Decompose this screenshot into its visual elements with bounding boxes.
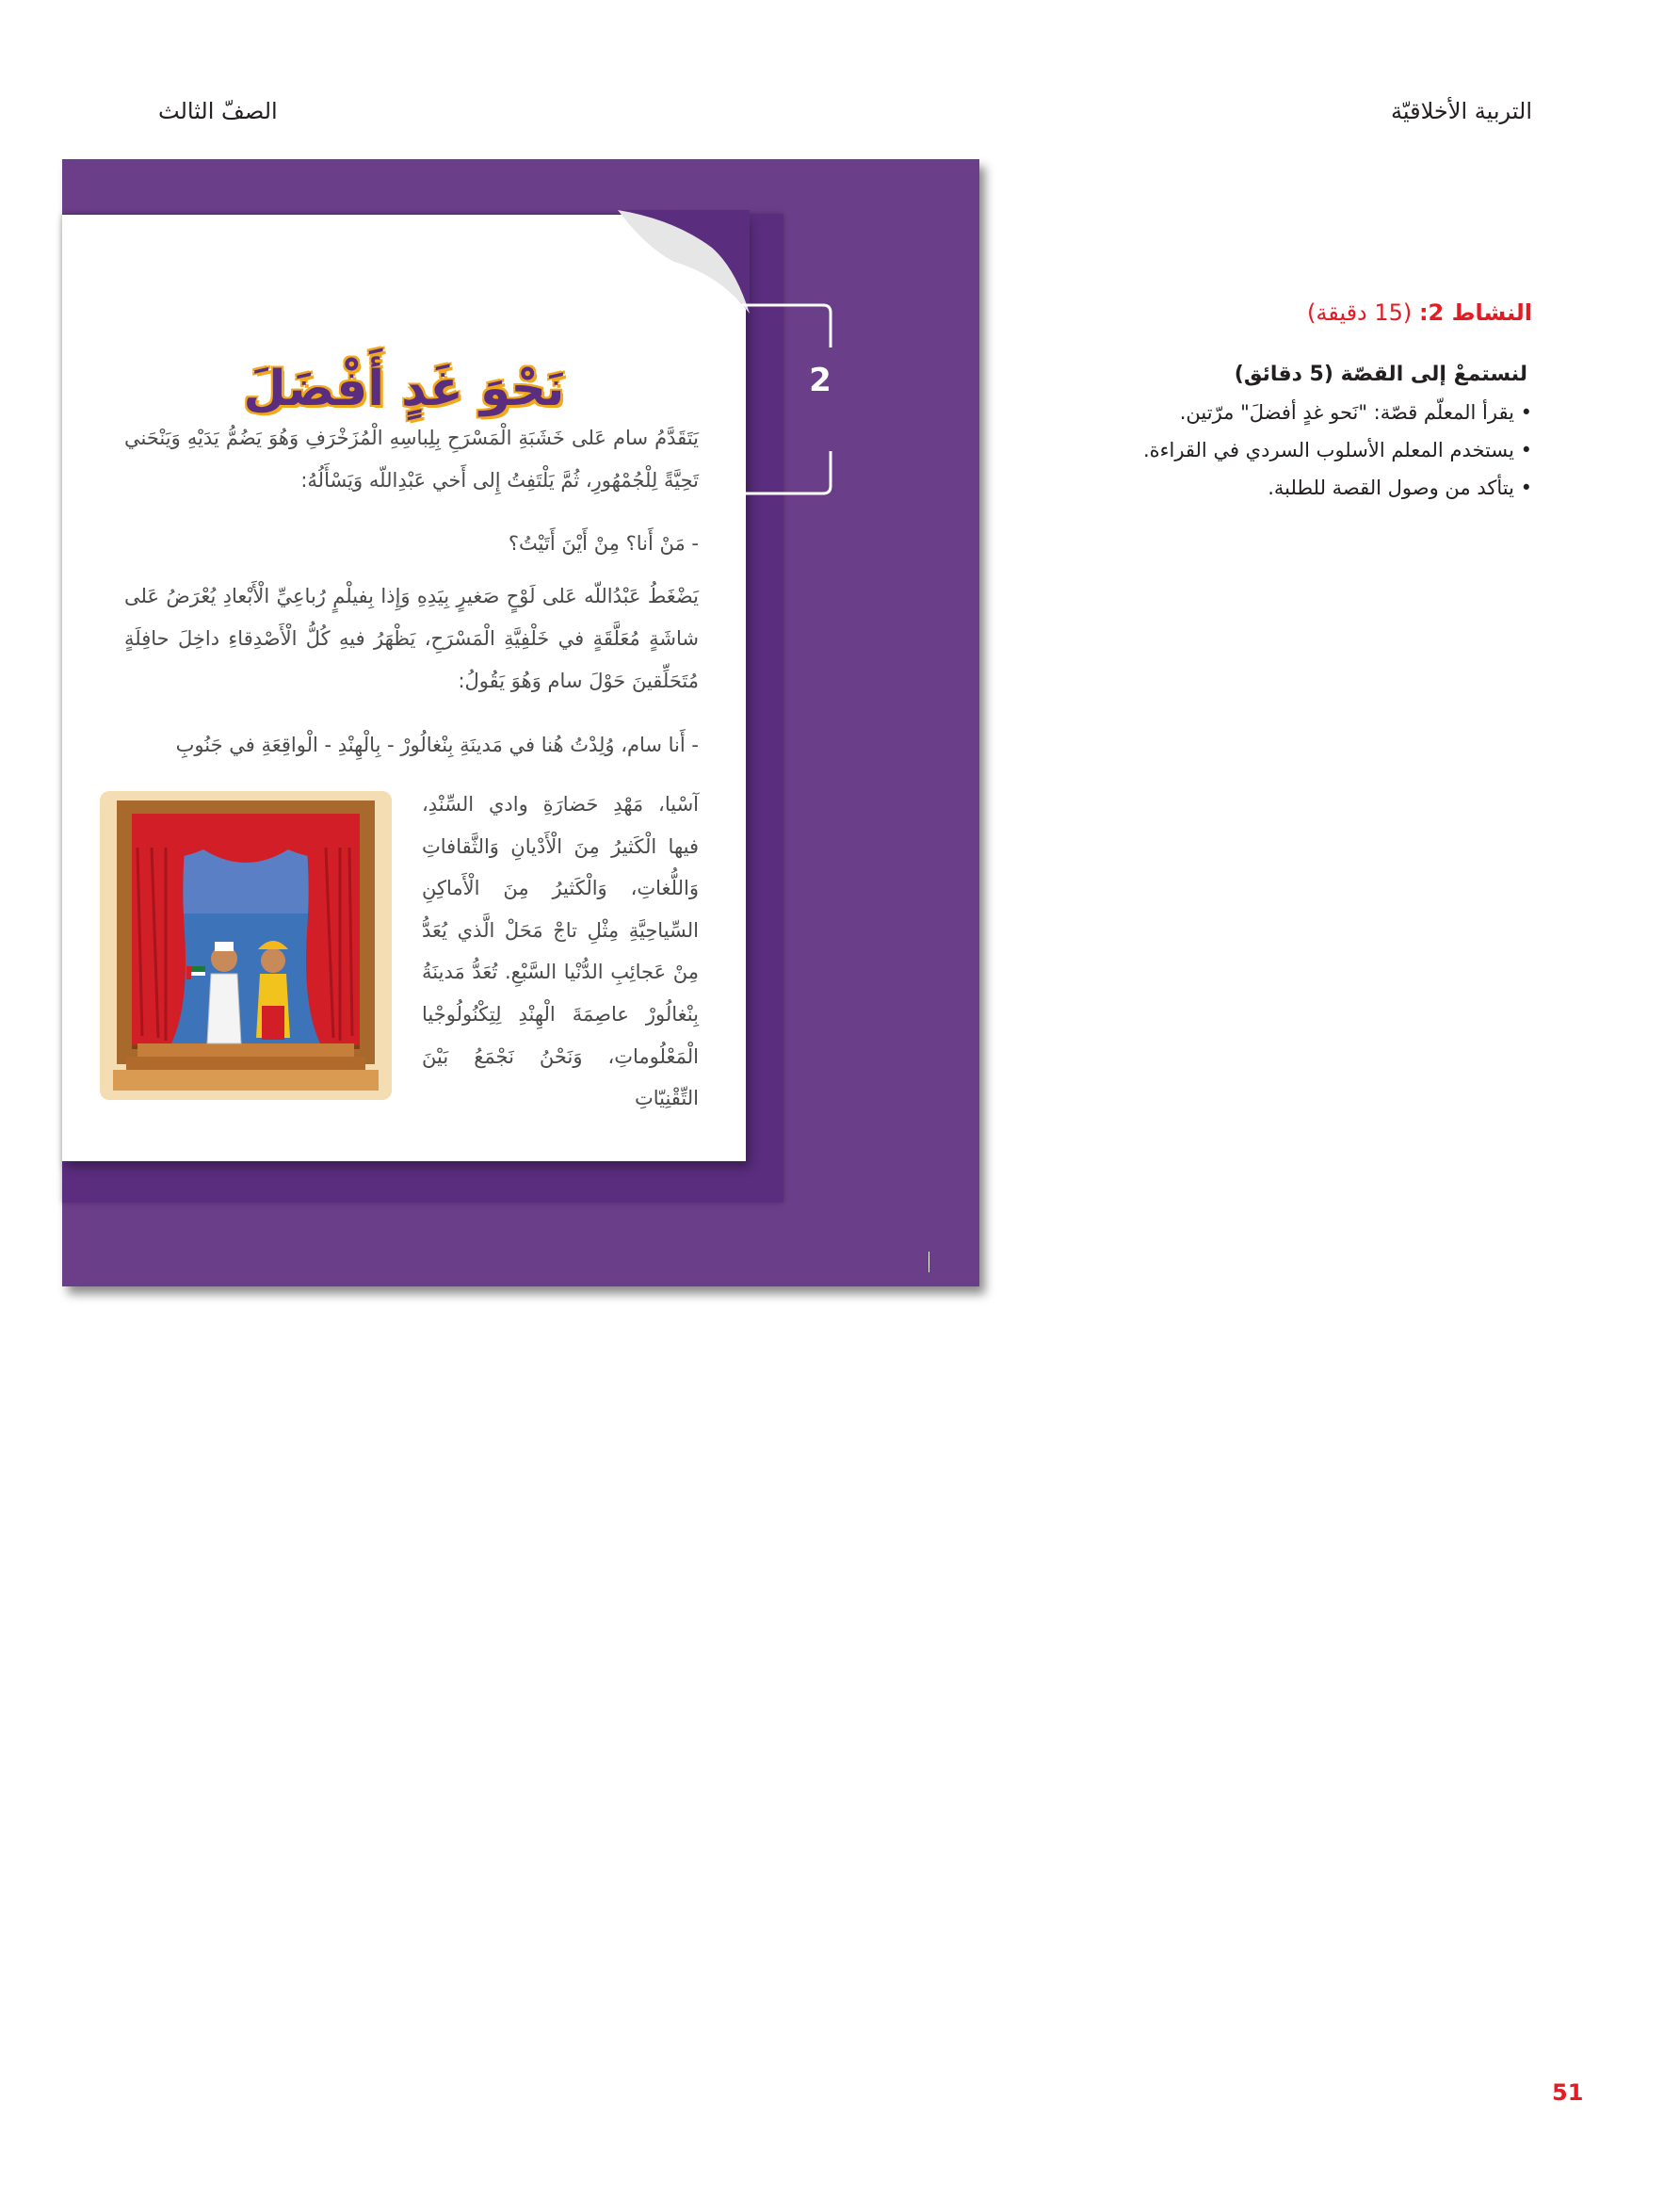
- section-bracket: [710, 296, 851, 503]
- story-paragraph: آسْيا، مَهْدِ حَضارَةِ وادي السِّنْدِ، فيها الْكَثيرُ مِنَ الْأَدْيانِ وَالثَّقافاتِ وَاللُّغاتِ، وَالْكَثيرُ مِنَ الْأَماكِنِ السِّياحِيَّةِ مِثْلِ تاجْ مَحَلْ الَّذي يُعَدُّ مِنْ عَجائِبِ الدُّنْيا السَّبْعِ. تُعَدُّ مَدينَةُ بِنْغالُورْ عاصِمَةَ الْهِنْدِ لِتِكْنُولُوجْيا الْمَعْلُوماتِ، وَنَحْنُ نَجْمَعُ بَيْنَ التِّقْنِيّاتِ: [422, 793, 699, 1110]
- story-paragraph: - أَنا سام، وُلِدْتُ هُنا في مَدينَةِ بِنْغالُورْ - بِالْهِنْدِ - الْواقِعَةِ في جَنُوبِ: [175, 734, 699, 756]
- stage-illustration: [100, 791, 392, 1100]
- activity-heading: [1307, 299, 1532, 326]
- story-page-number: 51: [908, 1310, 924, 1323]
- activity-subheading: لنستمعْ إلى القصّة (5 دقائق): [1234, 363, 1527, 386]
- activity-duration: (15 دقيقة): [1306, 299, 1413, 326]
- list-item: • يستخدم المعلم الأسلوب السردي في القراءة.: [1143, 431, 1532, 469]
- list-item: • يتأكد من وصول القصة للطلبة.: [1143, 469, 1532, 507]
- section-number: 2: [809, 362, 832, 399]
- subject-label: التربية الأخلاقيّة: [1391, 98, 1532, 124]
- page-number: 51: [1552, 2079, 1584, 2106]
- grade-label: الصفّ الثالث: [158, 98, 278, 124]
- story-paragraph: يَتَقَدَّمُ سام عَلى خَشَبَةِ الْمَسْرَحِ بِلِباسِهِ الْمُزَخْرَفِ وَهُوَ يَضُمُّ يَدَيْهِ وَيَنْحَني تَحِيَّةً لِلْجُمْهُورِ، ثُمَّ يَلْتَفِتُ إِلى أَخي عَبْدِاللّه وَيَسْأَلُهُ:: [124, 427, 699, 492]
- story-page: [62, 215, 924, 1323]
- story-paragraph: - مَنْ أَنا؟ مِنْ أَيْنَ أَتَيْتُ؟: [508, 532, 699, 555]
- story-paragraph: يَضْغَطُ عَبْدُاللّه عَلى لَوْحٍ صَغيرٍ بِيَدِهِ وَإِذا بِفيلْمٍ رُباعِيِّ الْأَبْعادِ يُعْرَضُ عَلى شاشَةٍ مُعَلَّقَةٍ في خَلْفِيَّةِ الْمَسْرَحِ، يَظْهَرُ فيهِ كُلُّ الْأَصْدِقاءِ داخِلَ حافِلَةٍ مُتَحَلِّقينَ حَوْلَ سام وَهُوَ يَقُولُ:: [124, 585, 699, 692]
- activity-bullets: [1143, 394, 1532, 507]
- activity-label: النشاط 2:: [1418, 299, 1532, 326]
- book-spread: [62, 159, 979, 1323]
- list-item: • يقرأ المعلّم قصّة: "نَحو غدٍ أفضلَ" مرّتين.: [1143, 394, 1532, 431]
- story-title: نَحْوَ غَدٍ أَفْضَلَ: [243, 361, 565, 417]
